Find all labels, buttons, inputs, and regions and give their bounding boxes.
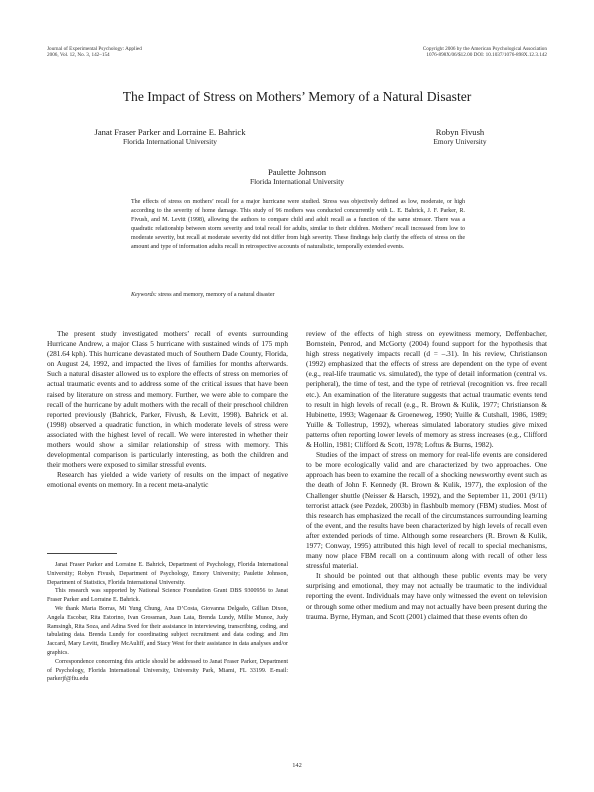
- copyright-line: Copyright 2006 by the American Psychological Association: [422, 46, 547, 52]
- article-title: The Impact of Stress on Mothers’ Memory of a Natural Disaster: [122, 89, 472, 104]
- author-block-1: [40, 128, 300, 147]
- footnote-divider: [47, 553, 117, 554]
- keywords-text: stress and memory, memory of a natural disaster: [158, 292, 275, 298]
- author-block-3: [197, 168, 397, 187]
- body-paragraph: It should be pointed out that although these public events may be very surprising and emotional, they may not actually be traumatic to the individual reporting the event. Individuals may have only witnessed the event on television or through some other medium and may not actually have been present during the trauma. Byrne, Hyman, and Scott (2001) claimed that these events often do: [306, 571, 547, 621]
- body-column-right: [306, 329, 547, 622]
- footnote: Correspondence concerning this article should be addressed to Janat Fraser Parker, Department of Psychology, Florida International University, University Park, Miami, FL 33199. E-mail: parkerjf@fiu.edu: [47, 658, 288, 683]
- keywords: [131, 291, 465, 300]
- author-name: Janat Fraser Parker and Lorraine E. Bahrick: [94, 127, 246, 137]
- body-column-left: [47, 329, 288, 491]
- page-number: 142: [292, 762, 302, 769]
- footnote: We thank Maria Borras, Mi Yung Chung, Ana D’Costa, Giovanna Delgado, Gillian Dixon, Angela Escobar, Rita Estorino, Ivan Grossman, Juan Lata, Brenda Lundy, Millie Munoz, Judy Ramsingh, Rita Soza, and Adina Sved for their assistance in interviewing, transcribing, coding, and tabulating data. Brenda Lundy for coordinating subject recruitment and data coding; and Jim Jaccard, Mary Levitt, Bradley McAuliff, and Stacy West for their assistance in data analyses and/or graphics.: [47, 605, 288, 656]
- author-name: Paulette Johnson: [267, 167, 326, 177]
- running-header-right: [423, 46, 547, 59]
- abstract: The effects of stress on mothers’ recall for a major hurricane were studied. Stress was objectively defined as low, moderate, or high according to the severity of home damage. This study of 96 mothers was conducted concurrently with L. E. Bahrick, J. F. Parker, R. Fivush, and M. Levitt (1998), allowing the authors to compare child and adult recall as a function of the same stressor. There was a quadratic relationship between storm severity and total recall for adults, similar to their children. Mothers’ recall increased from low to moderate severity, but recall at moderate severity did not differ from high severity. These findings help clarify the effects of stress on the amount and type of information adults recall in retrospective accounts of naturalistic, temporally extended events.: [131, 199, 465, 250]
- footnote: Janat Fraser Parker and Lorraine E. Bahrick, Department of Psychology, Florida International University; Robyn Fivush, Department of Psychology, Emory University; Paulette Johnson, Department of Statistics, Florida International University.: [47, 562, 288, 586]
- body-paragraph: Studies of the impact of stress on memory for real-life events are considered to be more ecologically valid and are characterized by two approaches. One approach has been to examine the recall of a shocking newsworthy event such as the death of John F. Kennedy (R. Brown & Kulik, 1977), the explosion of the Challenger shuttle (Neisser & Harsch, 1992), and the September 11, 2001 (9/11) terrorist attack (see Pezdek, 2003b) in flashbulb memory (FBM) studies. Most of this research has emphasized the recall of the circumstances surrounding learning of the event, and the results have been characterized by high levels of recall even after extended periods of time. Although some researchers (R. Brown & Kulik, 1977; Conway, 1995) attributed this high level of recall to special mechanisms, many now place FBM recall on a continuum along with recall of other less stressful material.: [306, 450, 547, 571]
- body-paragraph: Research has yielded a wide variety of results on the impact of negative emotional events on memory. In a recent meta-analytic: [47, 470, 288, 490]
- author-affiliation: Emory University: [433, 137, 487, 147]
- running-header-left: [47, 46, 142, 59]
- body-paragraph: review of the effects of high stress on eyewitness memory, Deffenbacher, Bornstein, Penrod, and McGorty (2004) found support for the hypothesis that high stress negatively impacts recall (d = –.31). In his review, Christianson (1992) emphasized that the effects of stress are dependent on the type of event (e.g., real-life traumatic vs. simulated), the type of detail information (central vs. peripheral), the time of test, and the type of retrieval (recognition vs. free recall etc.). An examination of the literature suggests that actual traumatic events tend to result in high levels of recall (e.g., R. Brown & Kulik, 1977; Christianson & Hubinette, 1993; Wagenaar & Groeneweg, 1990; Yuille & Cutshall, 1986, 1989; Yuille & Tollestrup, 1992), whereas simulated laboratory studies give mixed patterns often reporting lower levels of memory as stress increases (e.g., Clifford & Hollin, 1981; Clifford & Scott, 1978; Loftus & Burns, 1982).: [306, 329, 547, 450]
- journal-name: Journal of Experimental Psychology: Applied: [47, 46, 142, 52]
- body-paragraph: The present study investigated mothers’ recall of events surrounding Hurricane Andrew, a major Class 5 hurricane with sustained winds of 175 mph (281.64 kph). This hurricane devastated much of Southern Dade County, Florida, on August 24, 1992, and impacted the lives of families for months afterwards. Such a natural disaster allowed us to explore the effects of stress on memories of actual traumatic events and to address some of the critical issues that have been raised by literature on stress and memory. Further, we were able to compare the recall of the hurricane by adult mothers with the recall of their preschool children reported previously (Bahrick, Parker, Fivush, & Levitt, 1998). Bahrick et al. (1998) observed a quadratic function, in which moderate levels of stress were associated with the highest level of recall. We were interested in whether their mothers would show a similar relationship of stress with memory. This developmental comparison is particularly interesting, as both the children and their mothers were exposed to similar stressful events.: [47, 329, 288, 470]
- author-block-2: [390, 128, 530, 147]
- keywords-label: Keywords:: [131, 292, 157, 298]
- author-affiliation: Florida International University: [122, 137, 217, 147]
- author-notes: [47, 561, 288, 684]
- author-affiliation: Florida International University: [249, 177, 344, 187]
- author-name: Robyn Fivush: [435, 127, 485, 137]
- journal-volume: 2006, Vol. 12, No. 3, 142–154: [47, 52, 110, 59]
- footnote: This research was supported by National Science Foundation Grant DBS 9300956 to Janat Fraser Parker and Lorraine E. Bahrick.: [47, 588, 288, 604]
- doi-line: 1076-898X/06/$12.00 DOI: 10.1037/1076-898X.12.3.142: [426, 52, 547, 59]
